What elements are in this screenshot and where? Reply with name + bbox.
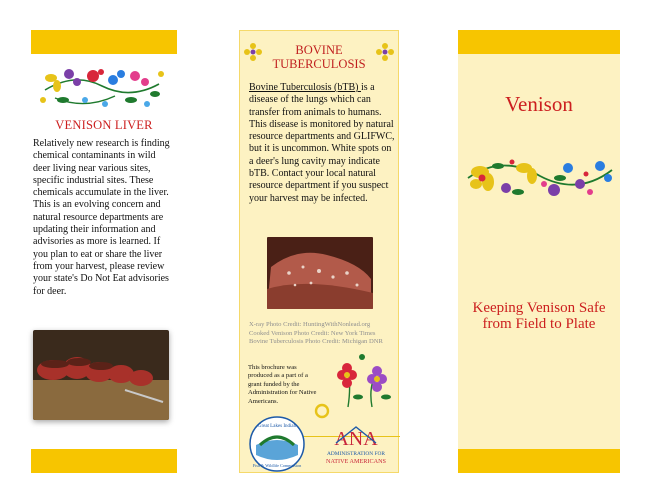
sliced-venison-photo — [33, 330, 169, 420]
seal-top-text: Great Lakes Indian — [257, 424, 297, 429]
bottom-yellow-band — [458, 449, 620, 473]
top-yellow-band — [458, 30, 620, 54]
bovine-tb-description: is a disease of the lungs which can transfer from animals to humans. This disease is monitored by natural resource departments and GLIFWC, but it is uncommon. White spots on a deer's lung cavity may indicate bTB. Contact your local natural resource department if you suspect your harvest may be infected. — [249, 82, 395, 204]
credit-line: Cooked Venison Photo Credit: New York Times — [249, 329, 376, 337]
infected-lung-photo — [267, 237, 373, 309]
seal-bottom-text: Fish & Wildlife Commission — [252, 463, 302, 468]
credit-line: Bovine Tuberculosis Photo Credit: Michigan DNR — [249, 338, 383, 346]
cover-subtitle: Keeping Venison Safe from Field to Plate — [472, 300, 606, 332]
bovine-tb-body — [249, 82, 397, 205]
glifwc-seal-logo — [246, 415, 308, 473]
floral-beadwork-graphic — [462, 148, 616, 204]
credit-line: X-ray Photo Credit: HuntingWithNonlead.org — [249, 321, 371, 328]
photo-credits — [249, 321, 399, 347]
floral-beadwork-graphic — [35, 60, 169, 114]
cover-title: Venison — [505, 92, 573, 116]
left-panel — [31, 30, 177, 473]
middle-panel — [239, 30, 399, 473]
funding-note: This brochure was produced as a part of a grant funded by the Administration for Native Americans. — [248, 364, 317, 405]
right-panel — [458, 30, 620, 473]
ana-line-1: ADMINISTRATION FOR — [327, 451, 385, 457]
yellow-ring-icon — [314, 403, 330, 419]
bottom-yellow-band — [31, 449, 177, 473]
floral-beadwork-graphic — [328, 351, 396, 411]
flower-icon — [376, 43, 394, 61]
bovine-tb-term: Bovine Tuberculosis (bTB) — [249, 82, 361, 93]
ana-logo — [316, 421, 396, 469]
bovine-tb-heading: BOVINE TUBERCULOSIS — [272, 43, 366, 71]
ana-line-2: NATIVE AMERICANS — [326, 458, 386, 465]
venison-liver-heading: VENISON LIVER — [55, 118, 153, 132]
venison-liver-body: Relatively new research is finding chemical contaminants in wild deer living near various sites, specific industrial sites. These chemicals accumulate in the liver. This is an evolving concern and natural resource departments are updating their information and advisories as more is learned. If you plan to eat or share the liver from your harvest, please review your state's Do Not Eat advisories for deer. — [33, 138, 170, 297]
ana-letters: ANA — [334, 428, 378, 450]
top-yellow-band — [31, 30, 177, 54]
